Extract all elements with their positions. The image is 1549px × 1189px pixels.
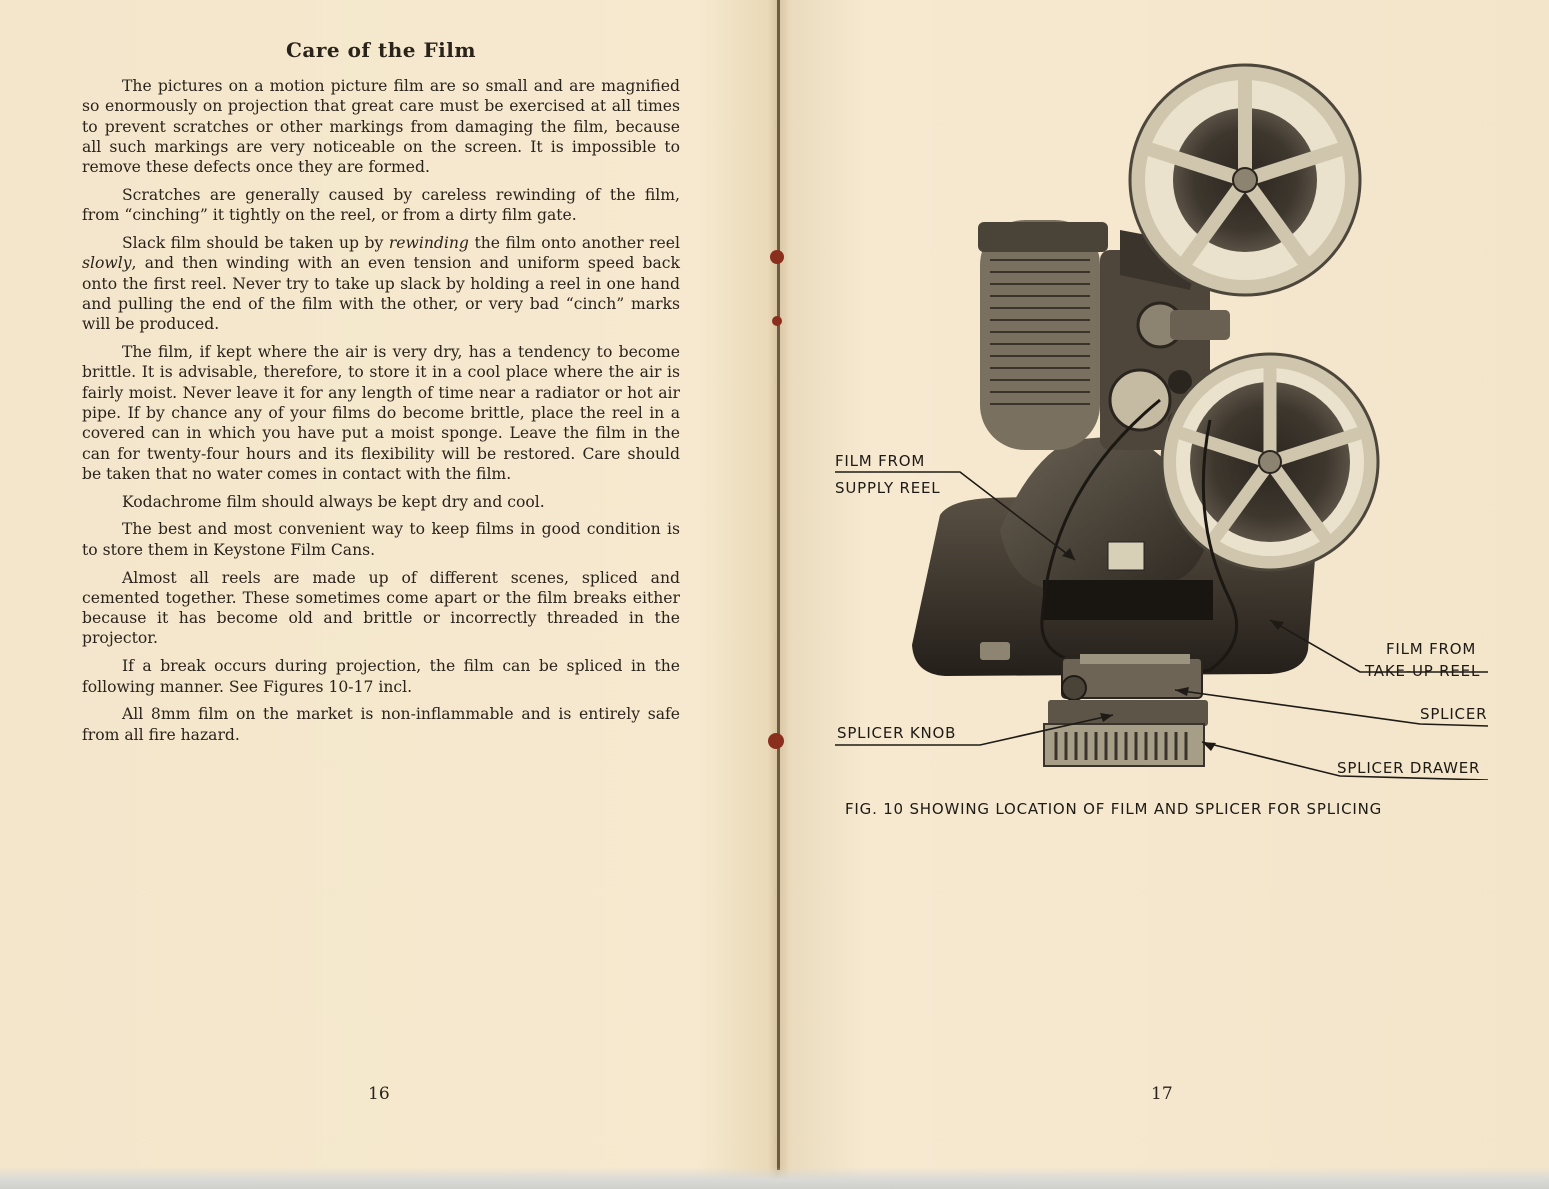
gate-opening — [1043, 580, 1213, 620]
paragraph-3 — [82, 233, 680, 334]
label-film-from-takeup-line2: TAKE-UP REEL — [1365, 662, 1481, 680]
paragraph-1 — [82, 76, 680, 177]
label-film-from-supply-line1: FILM FROM — [835, 452, 926, 470]
label-film-from-supply-line2: SUPPLY REEL — [835, 479, 941, 497]
gutter-fold — [777, 0, 780, 1170]
label-film-from-takeup-line1: FILM FROM — [1386, 640, 1477, 658]
nameplate — [1108, 542, 1144, 570]
label-splicer-knob: SPLICER KNOB — [837, 724, 957, 742]
text-run: Scratches are generally caused by careless rewinding of the film, from “cinching” it tightly on the reel, or from a dirty film gate. — [82, 185, 680, 225]
label-splicer-drawer: SPLICER DRAWER — [1337, 759, 1481, 777]
figure-caption: FIG. 10 SHOWING LOCATION OF FILM AND SPLICER FOR SPLICING — [845, 800, 1383, 818]
page-title: Care of the Film — [285, 38, 477, 62]
text-run: the film onto another reel — [468, 234, 681, 253]
body-text — [82, 76, 680, 745]
text-run: All 8mm film on the market is non-inflammable and is entirely safe from all fire hazard. — [82, 705, 680, 744]
text-run: rewinding — [388, 234, 469, 253]
paragraph-2 — [82, 185, 680, 226]
text-run: Almost all reels are made up of different scenes, spliced and cemented together. These sometimes come apart or the film breaks either because it has become old and brittle or incorrectly threaded in the projector. — [82, 568, 680, 648]
lamp-cap — [978, 222, 1108, 252]
take-up-reel — [1162, 354, 1378, 570]
left-page — [82, 38, 680, 752]
page-number-left: 16 — [368, 1084, 390, 1104]
splicer-drawer-box — [1044, 724, 1204, 766]
staple-top — [770, 250, 784, 264]
text-run: Kodachrome film should always be kept dry and cool. — [122, 492, 545, 511]
text-run: The best and most convenient way to keep films in good condition is to store them in Keystone Film Cans. — [82, 520, 680, 559]
staple-mid — [772, 316, 782, 326]
text-run: The pictures on a motion picture film are so small and are magnified so enormously on projection that great care must be exercised at all times to prevent scratches or other markings from damaging the film, because all such markings are very noticeable on the screen. It is impossible to remove these defects once they are formed. — [82, 77, 680, 177]
paragraph-4 — [82, 342, 680, 484]
paragraph-9 — [82, 704, 680, 745]
text-run: If a break occurs during projection, the film can be spliced in the following manner. See Figures 10-17 incl. — [82, 657, 680, 696]
lamp-housing — [980, 220, 1100, 450]
splicer-unit — [1044, 654, 1208, 766]
base-latch — [980, 642, 1010, 660]
supply-reel — [1130, 65, 1360, 295]
page-number-right: 17 — [1151, 1084, 1173, 1104]
text-run: The film, if kept where the air is very dry, has a tendency to become brittle. It is advisable, therefore, to store it in a cool place where the air is fairly moist. Never leave it for any length of time near a radiator or hot air pipe. If by chance any of your films do become brittle, place the reel in a covered can in which you have put a moist sponge. Leave the film in the can for twenty-four hours and its flexibility will be restored. Care should be taken that no water comes in contact with the film. — [82, 343, 680, 483]
text-run: , and then winding with an even tension and uniform speed back onto the first reel. Never try to take up slack by holding a reel in one hand and pulling the end of the film with the other, or very bad “cinch” marks will be produced. — [82, 254, 680, 334]
label-splicer: SPLICER — [1420, 705, 1488, 723]
paragraph-5 — [82, 492, 680, 512]
paragraph-7 — [82, 568, 680, 649]
paragraph-8 — [82, 656, 680, 697]
text-run: slowly — [82, 254, 132, 273]
scan-edge — [0, 1167, 1549, 1189]
staple-bottom — [768, 733, 784, 749]
text-run: Slack film should be taken up by — [122, 234, 389, 253]
paragraph-6 — [82, 519, 680, 560]
